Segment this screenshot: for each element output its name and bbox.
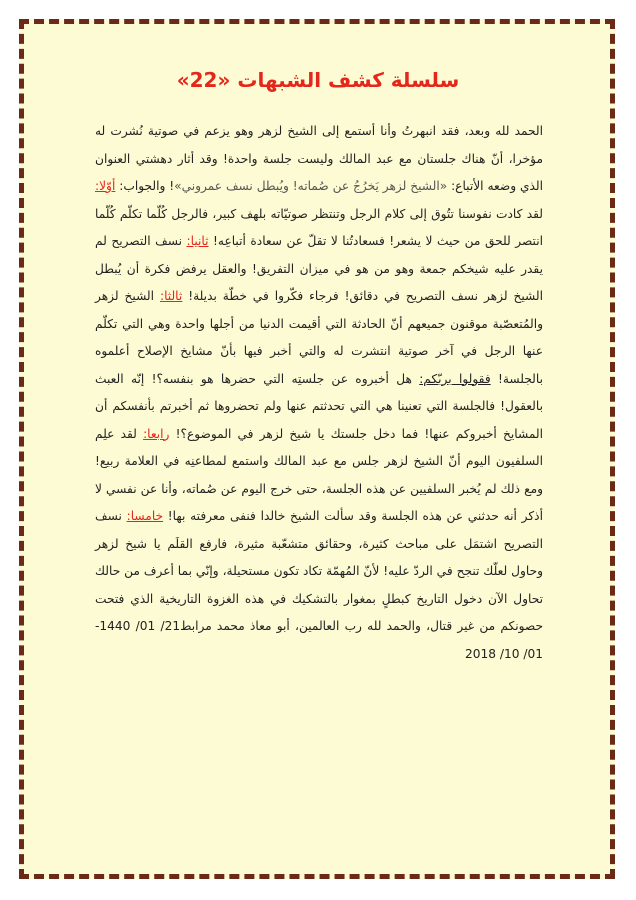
point-label-second: ثانيا: xyxy=(186,234,209,248)
underlined-phrase: فقولوا بربّكم: xyxy=(419,371,491,386)
point-text-third-cont: هل أخبروه عن جلستِه التي حضرها هو بنفسه؟! إنّه العبث بالعقول! فالجلسة التي تعنينا هي التي تحدثتم عنها ولم تحضروها ثم أخبرتم بأنفسكم أن المشايخ أخبروكم عنها! فما دخل جلستك يا شيخ لزهر في الموضوع؟! xyxy=(95,371,543,441)
page-title: سلسلة كشف الشبهات «22» xyxy=(176,68,460,92)
quoted-title: «الشيخ لزهر يَخرُجُ عن صُماته! ويُبطل نسف عمروني» xyxy=(174,179,448,193)
point-text-fourth: لقد علِم السلفيون اليوم أنّ الشيخ لزهر جلس مع عبد المالك واستمع لمطاعنِه في العلامة ربيع! ومع ذلك لم يُخبر السلفيين عن هذه الجلسة، حتى خرج اليوم عن صُماته، وأنا عن نفسي لا أذكر أنه حدثني عن هذه الجلسة وقد سألت الشيخ خالدا فنفى معرفته بها! xyxy=(95,426,543,523)
point-text-fifth: نسف التصريح اشتمَل على مباحث كثيرة، وحقائق متشعّبة مثيرة، فارفع القلَم يا شيخ لزهر وحاول لعلّك تنجح في الردّ عليه! لأنّ المُهمّة تكاد تكون مستحيلة، وإنّي بما أعرف من حالك تحاول الآن دخول التاريخ كبطلٍ بمغوار بالتشكيك في هذه الغزوة التاريخية الذي فتحت حصونكم من غير قتال، والحمد لله رب العالمين، أبو معاذ محمد مرابط21/ 01/ 1440- 01/ 10/ 2018 xyxy=(95,509,544,661)
point-label-fifth: خامسا: xyxy=(126,509,164,523)
point-label-third: ثالثا: xyxy=(159,289,183,303)
intro-text-end: ! والجواب: xyxy=(119,179,175,193)
point-label-first: أوّلا: xyxy=(95,179,116,193)
point-text-second: نسف التصريح لم يقدر عليه شيخكم جمعة وهو من هو في ميزان التفريق! والعقل يرفض فكرة أن يُبطل الشيخ لزهر نسف التصريح في دقائق! فرجاء فكّروا في خطّة بديلة! xyxy=(95,234,543,303)
point-text-first: لقد كادت نفوسنا تتُوق إلى كلام الرجل وتنتظر صوتيّاته بلهف كبير، فالرجل كُلّما تكلّم كُلّما انتصر للحق من حيث لا يشعر! فسعادتُنا لا تقلّ عن سعادة أتباعِه! xyxy=(95,206,543,248)
intro-text: الحمد لله وبعد، فقد انبهرتُ وأنا أستمع إلى الشيخ لزهر وهو يزعم في صوتية نُشرت له مؤخرا، أنّ هناك جلستان مع عبد المالك وليست جلسة واحدة! وقد أثار دهشتي العنوان الذي وضعه الأتباع: xyxy=(95,124,544,193)
point-label-fourth: رابعا: xyxy=(143,426,170,441)
point-text-third: الشيخ لزهر والمُتعصّبة موقنون جميعهم أنّ الحادثة التي أقيمت الدنيا من أجلها واحدة وهي التي تكلّم عنها الرجل في آخر صوتية انتشرت له والتي أخبر فيها بأنّ مشايخ الإصلاح أعلموه بالجلسة! xyxy=(95,289,544,386)
article-body xyxy=(95,118,543,668)
